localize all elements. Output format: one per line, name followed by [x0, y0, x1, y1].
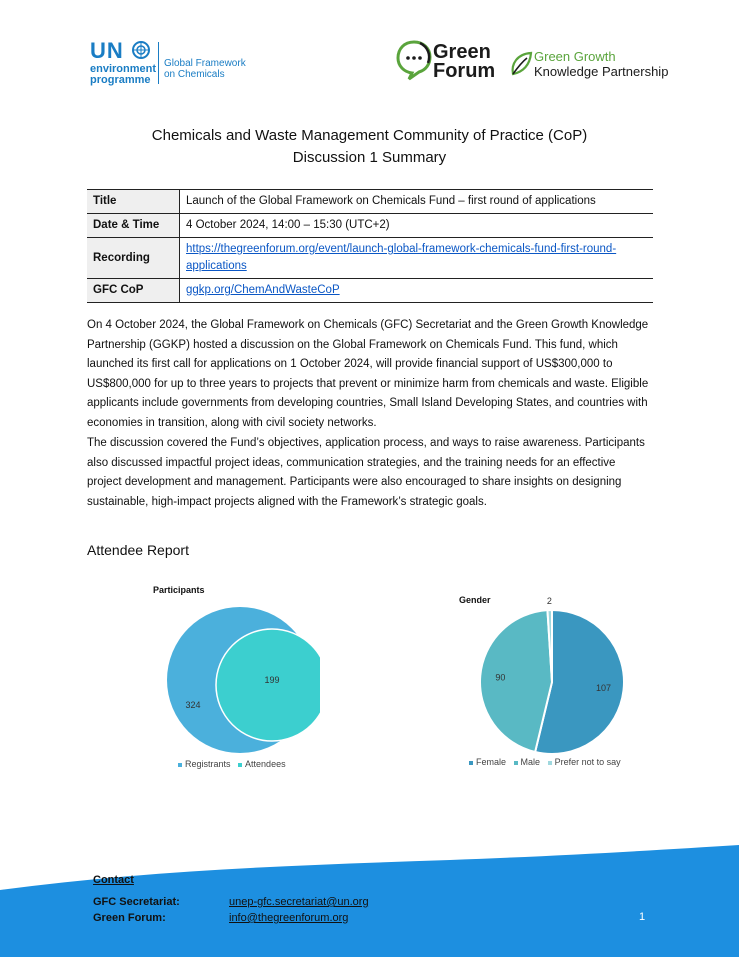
pie-label-prefer-not: 2	[546, 596, 552, 607]
pie-label-female: 107	[595, 683, 611, 694]
contact-gfc-email[interactable]: unep-gfc.secretariat@un.org	[229, 896, 369, 908]
un-logo-programme: programme	[90, 74, 151, 86]
ggkp-line1: Green Growth	[534, 49, 616, 64]
un-emblem-icon	[131, 40, 151, 60]
participants-legend	[178, 759, 286, 769]
un-logo-mark	[90, 40, 151, 62]
legend-swatch-male	[514, 761, 518, 765]
row-key: Date & Time	[87, 214, 180, 238]
pie-slice-male	[480, 610, 552, 752]
legend-swatch-female	[469, 761, 473, 765]
contact-gfc-label: GFC Secretariat:	[93, 896, 180, 908]
pie-label-male: 90	[495, 672, 506, 683]
contact-heading: Contact	[93, 874, 134, 886]
gfc-logo-text	[164, 58, 246, 80]
legend-swatch-registrants	[178, 763, 182, 767]
venn-attendees-value: 199	[264, 675, 280, 685]
gender-pie-chart	[470, 594, 640, 764]
cop-link[interactable]: ggkp.org/ChemAndWasteCoP	[186, 284, 340, 296]
green-forum-line1: Green	[433, 41, 491, 63]
table-row	[87, 279, 653, 303]
green-forum-logo-icon	[395, 39, 433, 81]
un-logo-environment: environment	[90, 63, 157, 75]
gfc-line1: Global Framework	[164, 58, 246, 69]
ggkp-logo-text	[534, 49, 668, 79]
table-row	[87, 238, 653, 279]
row-key: GFC CoP	[87, 279, 180, 303]
ggkp-leaf-icon	[509, 50, 533, 78]
paragraph-intro: On 4 October 2024, the Global Framework on Chemicals (GFC) Secretariat and the Green Growth Knowledge Partnership (GGKP) hosted a discussion on the Global Framework on Chemicals Fund. This fund, which launched its first call for applications on 1 October 2024, will provide financial support of US$300,000 to US$800,000 for up to three years to projects that prevent or minimize harm from chemicals and waste. Eligible applicants include governments from developing countries, Small Island Developing States, and countries with economies in transition, along with civil society networks.	[87, 319, 649, 429]
row-value: 4 October 2024, 14:00 – 15:30 (UTC+2)	[180, 214, 654, 238]
participants-chart-title: Participants	[153, 585, 205, 595]
venn-attendees-circle	[216, 629, 320, 741]
contact-greenforum-label: Green Forum:	[93, 912, 166, 924]
row-key: Recording	[87, 238, 180, 279]
gender-legend	[469, 757, 621, 767]
attendee-report-heading: Attendee Report	[87, 542, 189, 558]
gender-chart-title: Gender	[459, 595, 491, 605]
gfc-line2: on Chemicals	[164, 69, 225, 80]
un-environment-logo	[90, 40, 250, 90]
legend-swatch-prefer-not	[548, 761, 552, 765]
legend-attendees: Attendees	[245, 759, 286, 769]
logo-divider	[158, 42, 159, 84]
contact-greenforum-email[interactable]: info@thegreenforum.org	[229, 912, 349, 924]
legend-male: Male	[520, 757, 541, 767]
row-value	[180, 238, 654, 279]
recording-link[interactable]: https://thegreenforum.org/event/launch-global-framework-chemicals-fund-first-round-applications	[186, 243, 617, 272]
legend-female: Female	[476, 757, 507, 767]
document-title	[87, 125, 652, 169]
legend-prefer-not: Prefer not to say	[554, 757, 621, 767]
participants-venn-chart	[160, 600, 320, 760]
row-key: Title	[87, 190, 180, 214]
un-logo-letters: UN	[90, 38, 124, 63]
green-forum-line2: Forum	[433, 60, 496, 82]
footer-wave	[0, 820, 739, 957]
legend-swatch-attendees	[238, 763, 242, 767]
title-line1: Chemicals and Waste Management Community of Practice (CoP)	[151, 127, 588, 144]
table-row	[87, 190, 653, 214]
green-forum-logo-text	[433, 43, 495, 81]
row-value	[180, 279, 654, 303]
table-row	[87, 214, 653, 238]
row-value: Launch of the Global Framework on Chemicals Fund – first round of applications	[180, 190, 654, 214]
meta-table	[87, 189, 653, 303]
paragraph-discussion: The discussion covered the Fund’s objectives, application process, and ways to raise awareness. Participants also discussed impactful project ideas, communication strategies, and the training needs for an effective project development and management. Participants were also encouraged to share insights on designing sustainable, high-impact projects aligned with the Framework’s strategic goals.	[87, 437, 645, 508]
legend-registrants: Registrants	[185, 759, 231, 769]
venn-registrants-value: 324	[185, 700, 201, 710]
title-line2: Discussion 1 Summary	[292, 149, 447, 166]
page-number: 1	[639, 911, 646, 923]
ggkp-line2: Knowledge Partnership	[534, 64, 669, 79]
